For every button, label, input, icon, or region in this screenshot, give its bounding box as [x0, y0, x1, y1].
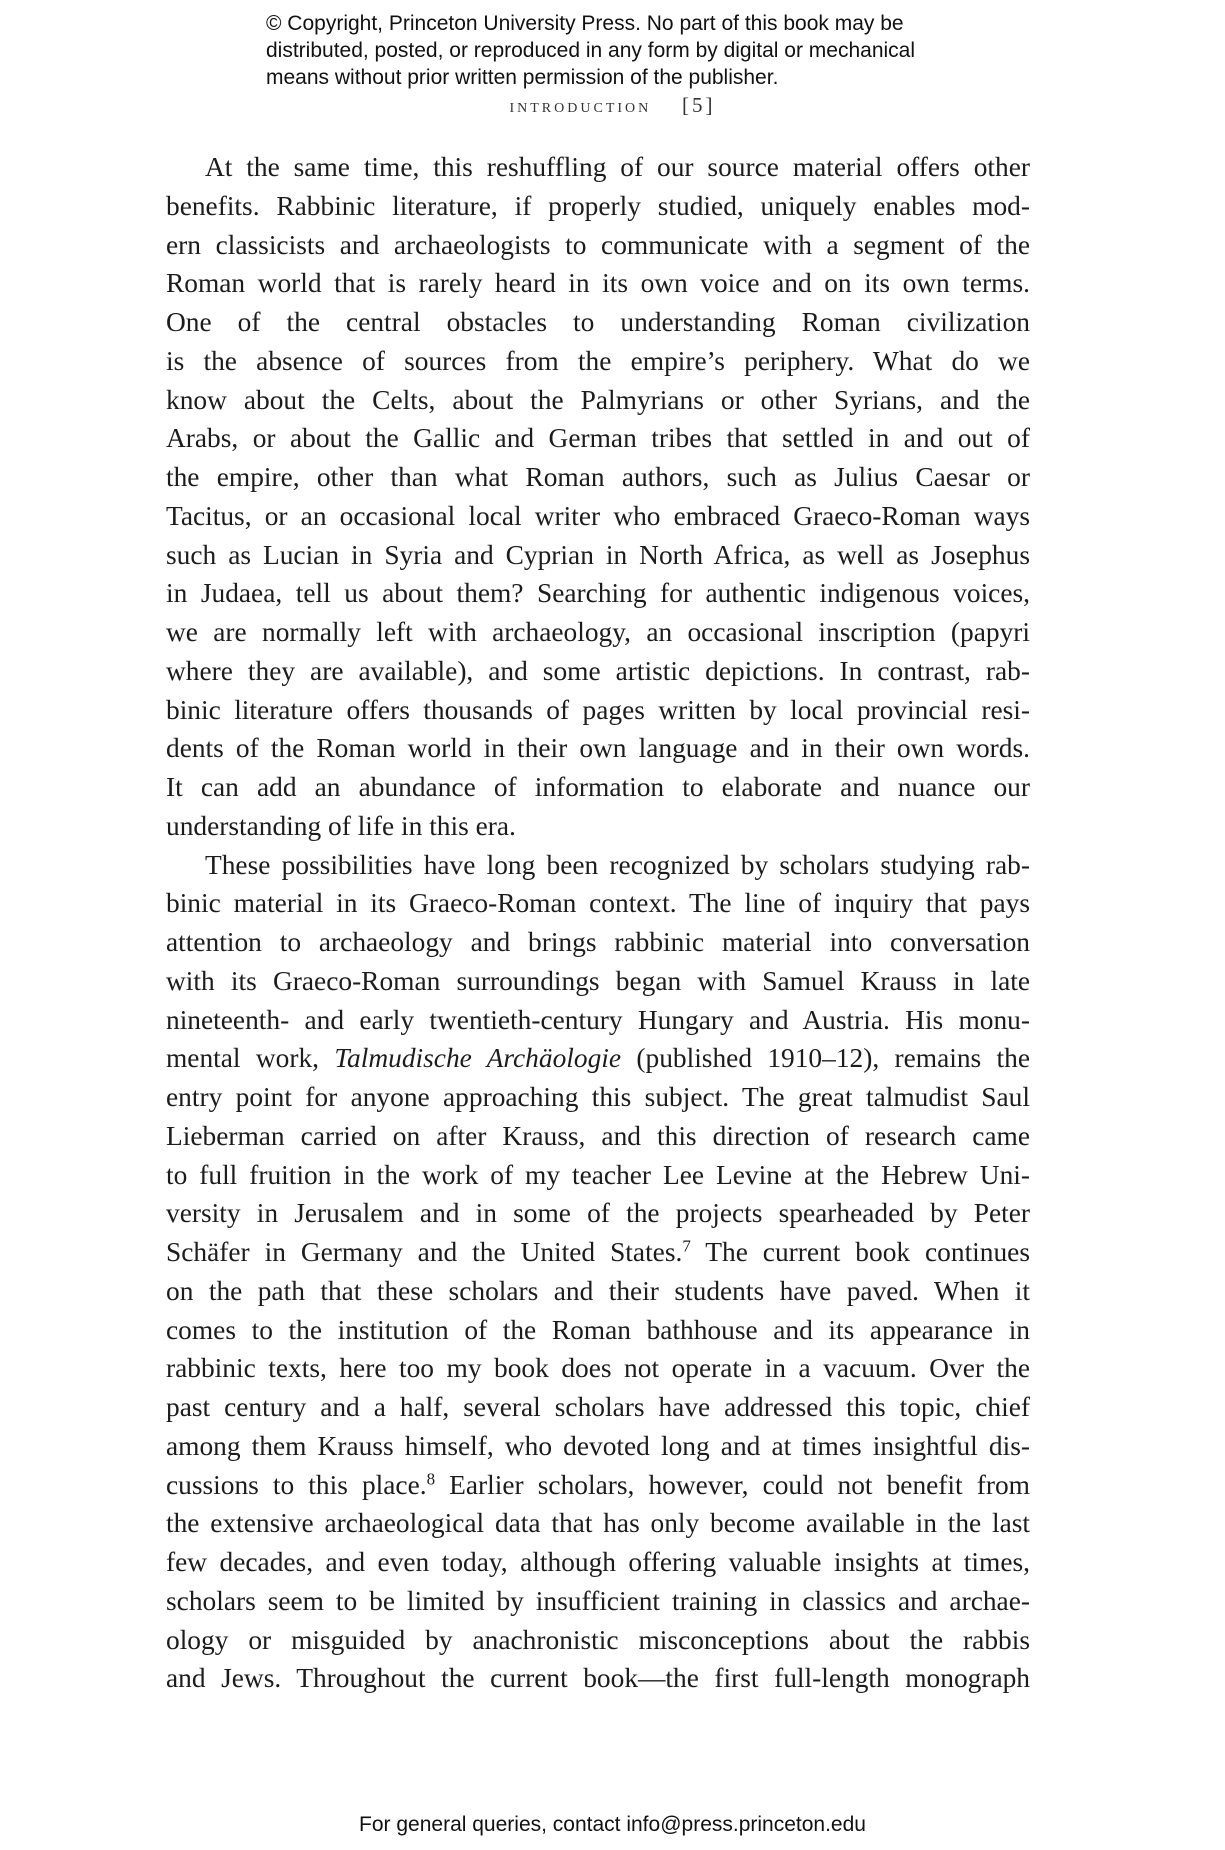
- chapter-title: introduction: [509, 95, 652, 117]
- copyright-line: distributed, posted, or reproduced in any form by digital or mechanical: [266, 39, 916, 62]
- text-line: know about the Celts, about the Palmyrians or other Syrians, and the: [166, 384, 1030, 415]
- text-line-with-title: [166, 1039, 1030, 1078]
- text-line: benefits. Rabbinic literature, if properly studied, uniquely enables mod-: [166, 190, 1030, 221]
- footnote-ref-7: 7: [682, 1236, 691, 1256]
- page-number: [5]: [682, 93, 716, 117]
- text-line: in Judaea, tell us about them? Searching for authentic indigenous voices,: [166, 578, 1030, 609]
- text-run: The current book continues: [690, 1237, 1030, 1267]
- footnote-ref-8: 8: [426, 1469, 436, 1489]
- text-line: versity in Jerusalem and in some of the projects spearheaded by Peter: [166, 1198, 1030, 1229]
- running-head: [0, 93, 1225, 118]
- text-line: the extensive archaeological data that has only become available in the last: [166, 1508, 1030, 1539]
- text-line-with-note: [166, 1466, 1030, 1505]
- text-line: the empire, other than what Roman authors, such as Julius Caesar or: [166, 462, 1030, 492]
- text-run: (published 1910–12), remains the: [621, 1043, 1031, 1074]
- footer-contact: For general queries, contact info@press.princeton.edu: [359, 1813, 866, 1836]
- text-line: we are normally left with archaeology, an occasional inscription (papyri: [166, 617, 1030, 647]
- text-line: attention to archaeology and brings rabbinic material into conversation: [166, 927, 1030, 957]
- book-title: Talmudische Archäologie: [334, 1043, 622, 1074]
- text-line: past century and a half, several scholars have addressed this topic, chief: [166, 1392, 1030, 1422]
- text-line: At the same time, this reshuffling of our source material offers other: [205, 152, 1030, 182]
- copyright-line: means without prior written permission of the publisher.: [266, 66, 779, 89]
- text-line: entry point for anyone approaching this subject. The great talmudist Saul: [166, 1082, 1030, 1112]
- text-line: ology or misguided by anachronistic misconceptions about the rabbis: [166, 1624, 1030, 1655]
- text-line: such as Lucian in Syria and Cyprian in North Africa, as well as Josephus: [166, 539, 1030, 570]
- text-run: Earlier scholars, however, could not benefit from: [435, 1469, 1030, 1500]
- text-line: where they are available), and some artistic depictions. In contrast, rab-: [166, 655, 1030, 686]
- text-line: dents of the Roman world in their own language and in their own words.: [166, 733, 1030, 764]
- text-run: mental work,: [166, 1043, 335, 1074]
- text-line: It can add an abundance of information to elaborate and nuance our: [166, 772, 1030, 802]
- text-line: comes to the institution of the Roman bathhouse and its appearance in: [166, 1314, 1030, 1345]
- paragraph-2: [166, 846, 1030, 1699]
- text-line: binic literature offers thousands of pages written by local provincial resi-: [166, 694, 1030, 725]
- text-line: nineteenth- and early twentieth-century Hungary and Austria. His monu-: [166, 1004, 1030, 1035]
- text-line: These possibilities have long been recognized by scholars studying rab-: [205, 849, 1030, 880]
- body-text: [166, 148, 1030, 1698]
- text-line: with its Graeco-Roman surroundings began with Samuel Krauss in late: [166, 965, 1030, 996]
- text-line: binic material in its Graeco-Roman context. The line of inquiry that pays: [166, 888, 1030, 919]
- text-line: Arabs, or about the Gallic and German tribes that settled in and out of: [166, 423, 1030, 454]
- text-line: on the path that these scholars and their students have paved. When it: [166, 1275, 1030, 1306]
- text-run: Schäfer in Germany and the United States.: [166, 1237, 683, 1267]
- text-line: Tacitus, or an occasional local writer who embraced Graeco-Roman ways: [166, 500, 1030, 531]
- text-line: One of the central obstacles to understanding Roman civilization: [166, 307, 1030, 337]
- paragraph-1: [166, 148, 1030, 846]
- text-line: few decades, and even today, although offering valuable insights at times,: [166, 1547, 1030, 1577]
- text-line: to full fruition in the work of my teacher Lee Levine at the Hebrew Uni-: [166, 1159, 1030, 1190]
- text-line: among them Krauss himself, who devoted long and at times insightful dis-: [166, 1430, 1030, 1461]
- text-line: Roman world that is rarely heard in its own voice and on its own terms.: [166, 268, 1030, 299]
- text-line-with-note: [166, 1233, 1030, 1272]
- copyright-notice: [266, 10, 986, 91]
- text-line: is the absence of sources from the empire’s periphery. What do we: [166, 345, 1030, 376]
- text-line: and Jews. Throughout the current book—the first full-length monograph: [166, 1663, 1030, 1694]
- text-line: scholars seem to be limited by insufficient training in classics and archae-: [166, 1585, 1030, 1616]
- text-run: cussions to this place.: [166, 1469, 427, 1500]
- text-line: rabbinic texts, here too my book does not operate in a vacuum. Over the: [166, 1353, 1030, 1384]
- text-line: ern classicists and archaeologists to communicate with a segment of the: [166, 229, 1030, 260]
- text-line: Lieberman carried on after Krauss, and this direction of research came: [166, 1120, 1030, 1151]
- text-line: understanding of life in this era.: [166, 810, 516, 841]
- copyright-line: © Copyright, Princeton University Press. No part of this book may be: [266, 12, 904, 35]
